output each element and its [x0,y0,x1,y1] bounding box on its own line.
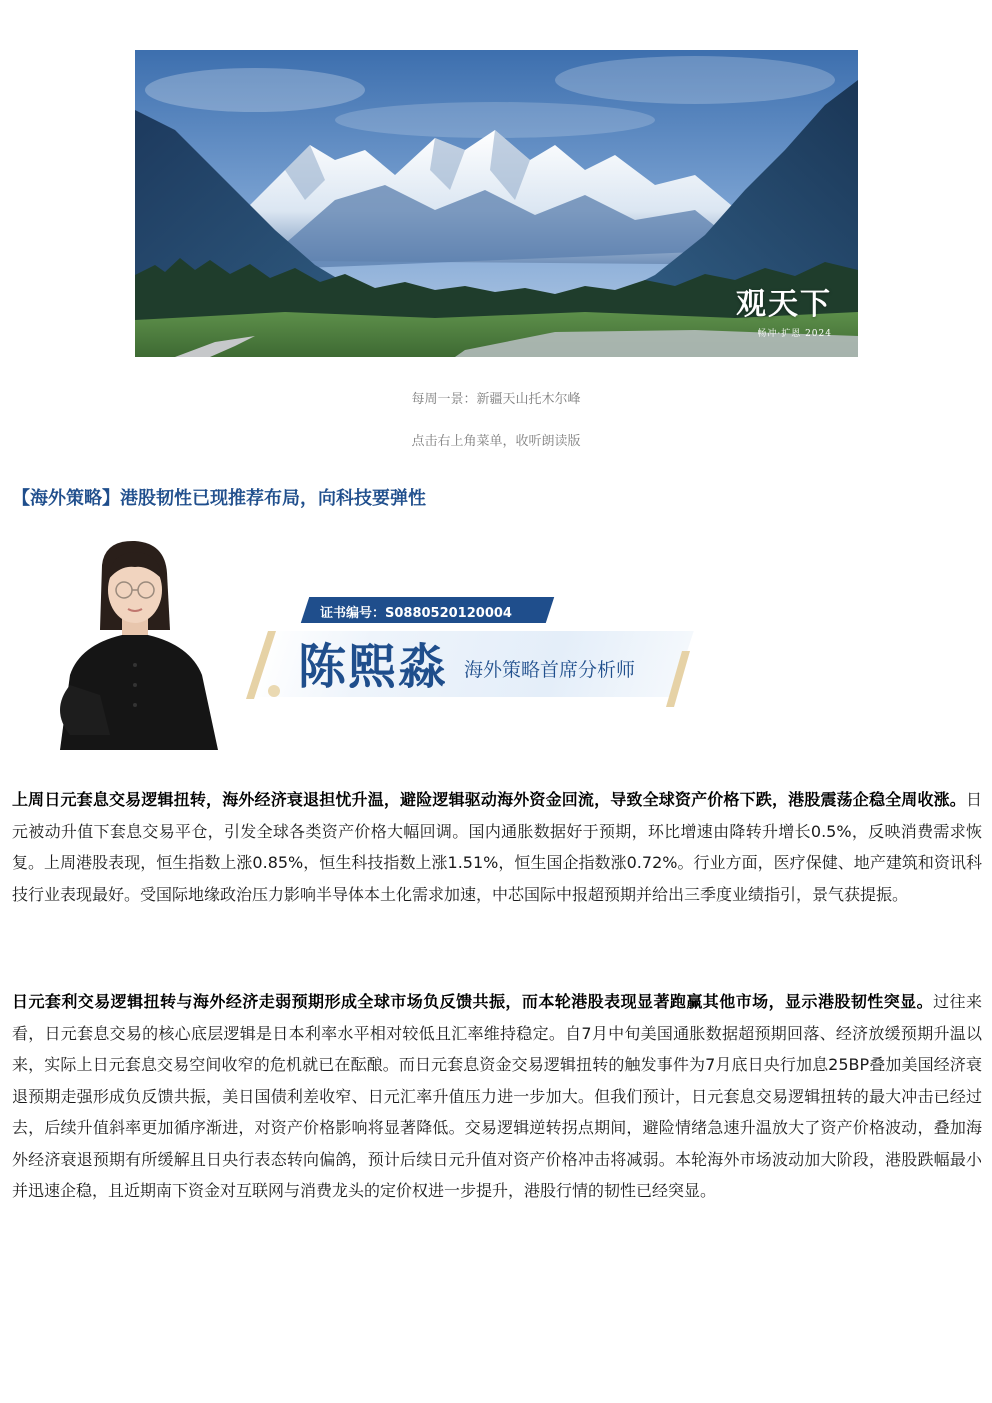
paragraph-2-lead: 日元套利交易逻辑扭转与海外经济走弱预期形成全球市场负反馈共振，而本轮港股表现显著跑赢其他市场，显示港股韧性突显。 [12,992,934,1011]
analyst-role: 海外策略首席分析师 [464,659,636,681]
analyst-photo [30,535,230,750]
gold-accent-right [666,651,690,707]
paragraph-2-body: 过往来看，日元套息交易的核心底层逻辑是日本利率水平相对较低且汇率维持稳定。自7月中旬美国通胀数据超预期回落、经济放缓预期升温以来，实际上日元套息交易空间收窄的危机就已在酝酿。而日元套息资金交易逻辑扭转的触发事件为7月底日央行加息25BP叠加美国经济衰退预期走强形成负反馈共振，美日国债利差收窄、日元汇率升值压力进一步加大。但我们预计，日元套息交易逻辑扭转的最大冲击已经过去，后续升值斜率更加循序渐进，对资产价格影响将显著降低。交易逻辑逆转拐点期间，避险情绪急速升温放大了资产价格波动，叠加海外经济衰退预期有所缓解且日央行表态转向偏鸽，预计后续日元升值对资产价格冲击将减弱。本轮海外市场波动加大阶段，港股跌幅最小并迅速企稳，且近期南下资金对互联网与消费龙头的定价权进一步提升，港股行情的韧性已经突显。 [12,992,982,1200]
banner-logo [736,287,832,339]
analyst-card [0,535,992,755]
analyst-name: 陈熙淼 [298,639,449,695]
weekly-scene-caption: 每周一景：新疆天山托木尔峰 [411,392,581,407]
banner-logo-subtitle: 畅冲·扩恩 2024 [757,329,832,339]
banner-image [135,50,858,357]
paragraph-2 [12,986,982,1207]
paragraph-1-lead: 上周日元套息交易逻辑扭转，海外经济衰退担忧升温，避险逻辑驱动海外资金回流，导致全球资产价格下跌，港股震荡企稳全周收涨。 [12,790,966,809]
certificate-number: 证书编号：S0880520120004 [320,606,512,621]
paragraph-1 [12,784,982,910]
section-title: 【海外策略】港股韧性已现推荐布局，向科技要弹性 [12,488,426,509]
paragraph-1-body: 日元被动升值下套息交易平仓，引发全球各类资产价格大幅回调。国内通胀数据好于预期，环比增速由降转升增长0.5%，反映消费需求恢复。上周港股表现，恒生指数上涨0.85%，恒生科技指数上涨1.51%，恒生国企指数涨0.72%。行业方面，医疗保健、地产建筑和资讯科技行业表现最好。受国际地缘政治压力影响半导体本土化需求加速，中芯国际中报超预期并给出三季度业绩指引，景气获提振。 [12,790,982,904]
banner-logo-title: 观天下 [736,287,832,322]
audio-hint-caption: 点击右上角菜单，收听朗读版 [411,434,581,449]
gold-dot [268,685,280,697]
